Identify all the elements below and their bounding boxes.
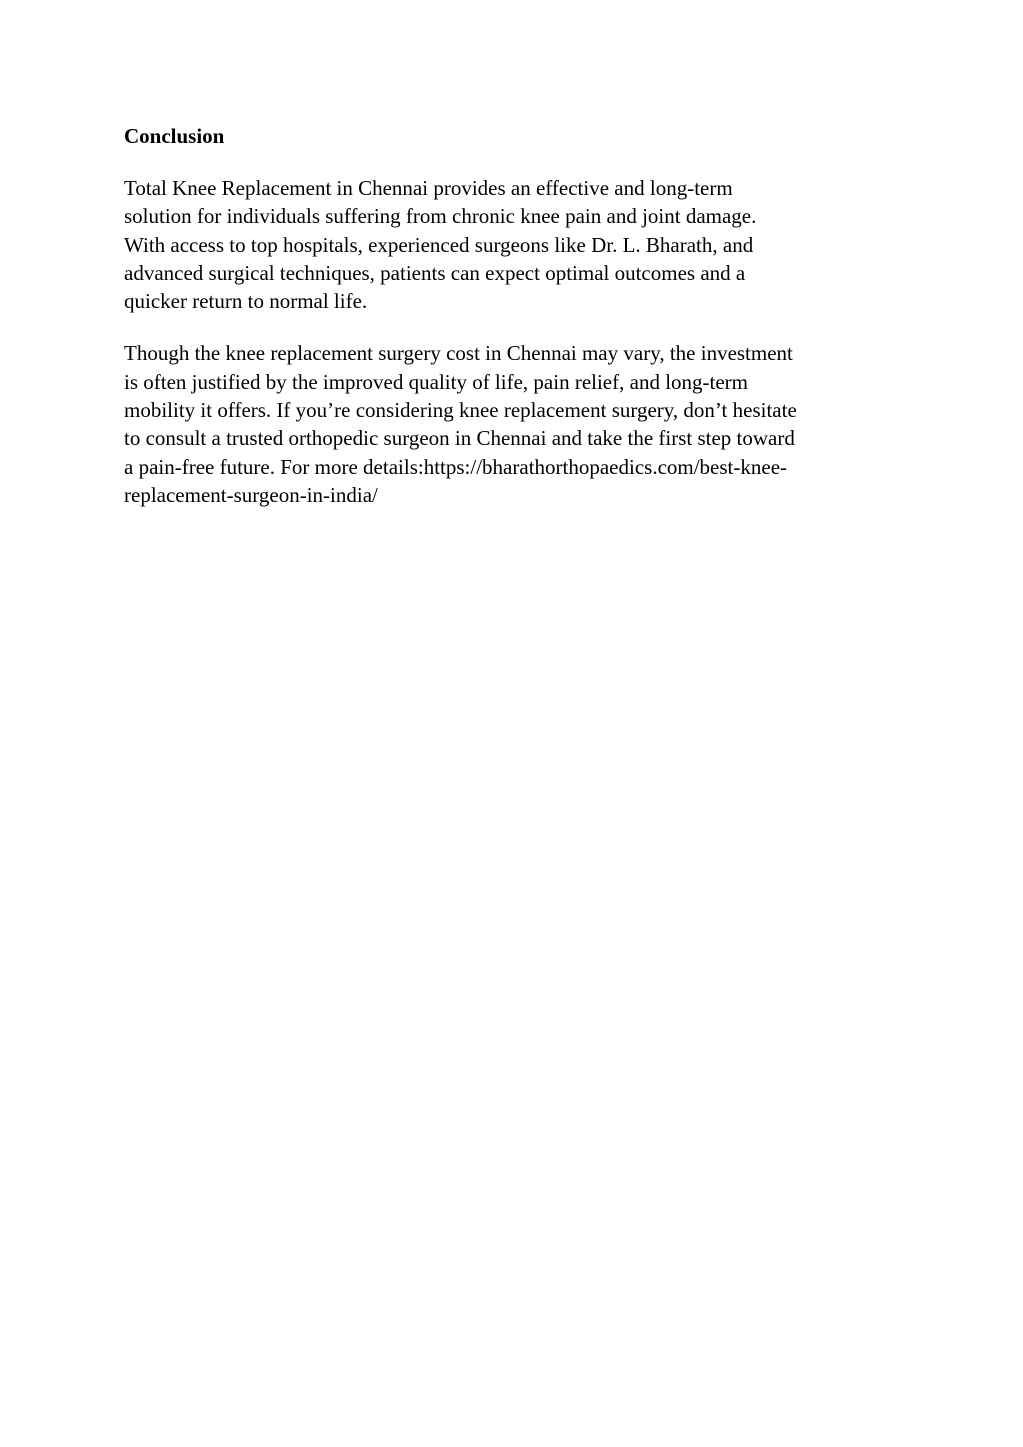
text-line: Total Knee Replacement in Chennai provides an effective and long-term — [124, 176, 733, 200]
text-line: to consult a trusted orthopedic surgeon in Chennai and take the first step toward — [124, 426, 795, 451]
document-body — [124, 122, 914, 509]
text-line: mobility it offers. If you’re considering knee replacement surgery, don’t hesitate — [124, 398, 797, 423]
text-line: is often justified by the improved quality of life, pain relief, and long-term — [124, 369, 749, 394]
text-line: Though the knee replacement surgery cost in Chennai may vary, the investment — [124, 341, 793, 366]
text-line: replacement-surgeon-in-india/ — [124, 482, 378, 507]
text-line: With access to top hospitals, experienced surgeons like Dr. L. Bharath, and — [124, 232, 754, 257]
text-line: advanced surgical techniques, patients can expect optimal outcomes and a — [124, 260, 746, 285]
paragraph-cost — [124, 339, 914, 509]
text-line: solution for individuals suffering from chronic knee pain and joint damage. — [124, 204, 757, 229]
text-line: a pain-free future. For more details:https://bharathorthopaedics.com/best-knee- — [124, 454, 788, 479]
paragraph-summary — [124, 174, 914, 315]
text-line: quicker return to normal life. — [124, 289, 368, 314]
section-heading: Conclusion — [124, 124, 225, 148]
